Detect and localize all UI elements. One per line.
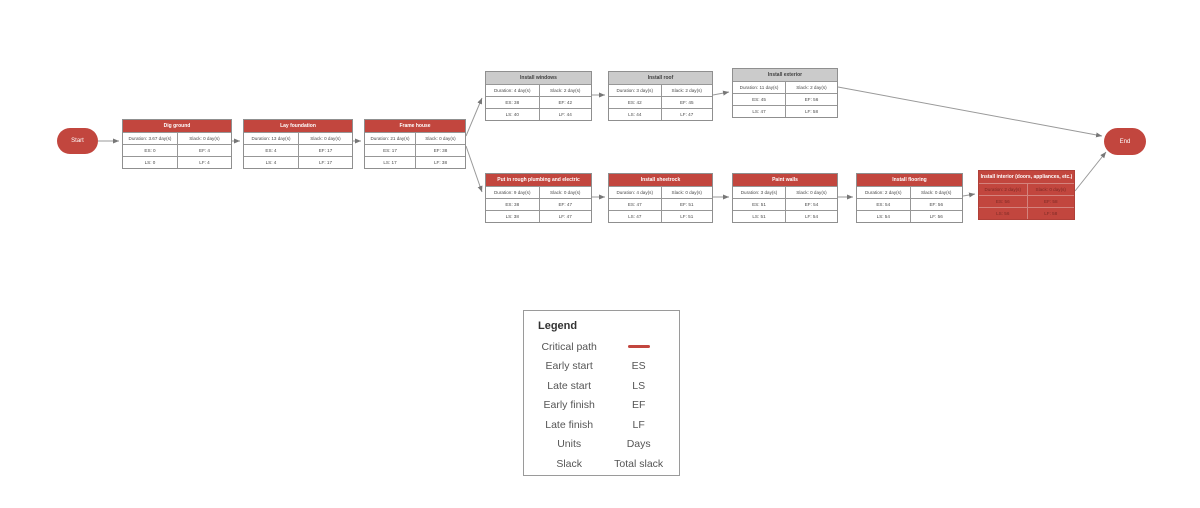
task-title: Install sheetrock — [609, 174, 712, 186]
task-ls-cell: LS: 17 — [365, 156, 415, 168]
task-lf-cell: LF: 4 — [177, 156, 231, 168]
critical-path-swatch — [628, 345, 650, 348]
task-ef-cell: EF: 4 — [177, 144, 231, 156]
legend-value: LS — [632, 379, 646, 392]
task-node-dig-ground[interactable] — [122, 119, 232, 169]
task-lf-cell: LF: 58 — [785, 105, 837, 117]
task-title: Frame house — [365, 120, 465, 132]
task-lf-cell: LF: 54 — [785, 210, 837, 222]
legend-value: Days — [626, 438, 651, 451]
task-ef-cell: EF: 51 — [661, 198, 713, 210]
legend-row — [532, 357, 671, 377]
task-slack-cell: Slack: 2 day(s) — [539, 84, 592, 96]
legend-value: LF — [632, 418, 645, 431]
task-grid — [365, 132, 465, 168]
task-duration-cell: Duration: 21 day(s) — [365, 132, 415, 144]
task-lf-cell: LF: 44 — [539, 108, 592, 120]
task-title: Paint walls — [733, 174, 837, 186]
task-ef-cell: EF: 56 — [910, 198, 963, 210]
task-slack-cell: Slack: 0 day(s) — [910, 186, 963, 198]
legend-title: Legend — [538, 320, 578, 332]
task-duration-cell: Duration: 3 day(s) — [609, 84, 661, 96]
task-lf-cell: LF: 58 — [1027, 207, 1075, 219]
task-title: Install exterior — [733, 69, 837, 81]
task-duration-cell: Duration: 3.67 day(s) — [123, 132, 177, 144]
task-node-paint-walls[interactable] — [732, 173, 838, 223]
task-node-install-flooring[interactable] — [856, 173, 963, 223]
task-ls-cell: LS: 51 — [733, 210, 785, 222]
task-lf-cell: LF: 17 — [298, 156, 352, 168]
legend-value: ES — [631, 360, 646, 373]
task-node-lay-foundation[interactable] — [243, 119, 353, 169]
task-node-rough-plumbing-electric[interactable] — [485, 173, 592, 223]
task-duration-cell: Duration: 4 day(s) — [486, 84, 539, 96]
task-es-cell: ES: 45 — [733, 93, 785, 105]
connector-arrow[interactable] — [713, 92, 729, 95]
task-lf-cell: LF: 47 — [539, 210, 592, 222]
task-grid — [486, 186, 591, 222]
task-node-frame-house[interactable] — [364, 119, 466, 169]
task-duration-cell: Duration: 4 day(s) — [609, 186, 661, 198]
task-grid — [486, 84, 591, 120]
task-slack-cell: Slack: 0 day(s) — [177, 132, 231, 144]
legend-value: Total slack — [614, 457, 664, 470]
task-ls-cell: LS: 44 — [609, 108, 661, 120]
task-slack-cell: Slack: 0 day(s) — [661, 186, 713, 198]
task-grid — [733, 186, 837, 222]
legend-row — [532, 415, 671, 435]
task-ef-cell: EF: 56 — [785, 93, 837, 105]
task-es-cell: ES: 47 — [609, 198, 661, 210]
connector-arrow[interactable] — [838, 87, 1102, 136]
task-es-cell: ES: 42 — [609, 96, 661, 108]
task-title: Install windows — [486, 72, 591, 84]
legend-label: Critical path — [541, 340, 597, 353]
task-slack-cell: Slack: 0 day(s) — [1027, 183, 1075, 195]
task-title: Put in rough plumbing and electric — [486, 174, 591, 186]
task-ef-cell: EF: 58 — [1027, 195, 1075, 207]
task-duration-cell: Duration: 2 day(s) — [857, 186, 910, 198]
task-ls-cell: LS: 47 — [609, 210, 661, 222]
task-ls-cell: LS: 0 — [123, 156, 177, 168]
task-node-install-interior[interactable] — [978, 170, 1075, 220]
task-duration-cell: Duration: 13 day(s) — [244, 132, 298, 144]
legend-label: Slack — [556, 457, 583, 470]
task-title: Install interior (doors, appliances, etc.) — [979, 171, 1074, 183]
end-node[interactable]: End — [1104, 128, 1146, 155]
legend-label: Late finish — [545, 418, 594, 431]
task-grid — [609, 186, 712, 222]
legend-box[interactable] — [523, 310, 680, 476]
legend-row — [532, 396, 671, 416]
task-grid — [857, 186, 962, 222]
legend-row — [532, 337, 671, 357]
task-duration-cell: Duration: 9 day(s) — [486, 186, 539, 198]
legend-label: Units — [557, 438, 582, 451]
task-ls-cell: LS: 47 — [733, 105, 785, 117]
task-grid — [733, 81, 837, 117]
task-node-install-roof[interactable] — [608, 71, 713, 121]
task-grid — [979, 183, 1074, 219]
task-title: Dig ground — [123, 120, 231, 132]
task-node-install-exterior[interactable] — [732, 68, 838, 118]
task-grid — [244, 132, 352, 168]
task-grid — [123, 132, 231, 168]
task-duration-cell: Duration: 2 day(s) — [979, 183, 1027, 195]
task-ls-cell: LS: 54 — [857, 210, 910, 222]
task-es-cell: ES: 4 — [244, 144, 298, 156]
task-ef-cell: EF: 47 — [539, 198, 592, 210]
legend-row — [532, 376, 671, 396]
task-slack-cell: Slack: 0 day(s) — [785, 186, 837, 198]
connector-arrow[interactable] — [1075, 152, 1106, 191]
task-slack-cell: Slack: 2 day(s) — [661, 84, 713, 96]
connector-arrow[interactable] — [963, 194, 975, 196]
legend-swatch-cell — [606, 341, 671, 353]
task-ef-cell: EF: 42 — [539, 96, 592, 108]
task-title: Lay foundation — [244, 120, 352, 132]
task-grid — [609, 84, 712, 120]
legend-label: Early start — [545, 360, 593, 373]
task-ls-cell: LS: 4 — [244, 156, 298, 168]
task-ef-cell: EF: 45 — [661, 96, 713, 108]
task-duration-cell: Duration: 11 day(s) — [733, 81, 785, 93]
task-ef-cell: EF: 54 — [785, 198, 837, 210]
task-lf-cell: LF: 38 — [415, 156, 465, 168]
connector-arrow[interactable] — [466, 98, 482, 136]
task-es-cell: ES: 51 — [733, 198, 785, 210]
task-es-cell: ES: 38 — [486, 198, 539, 210]
task-es-cell: ES: 17 — [365, 144, 415, 156]
legend-rows — [532, 337, 671, 474]
task-node-install-windows[interactable] — [485, 71, 592, 121]
task-ef-cell: EF: 38 — [415, 144, 465, 156]
task-es-cell: ES: 54 — [857, 198, 910, 210]
task-title: Install flooring — [857, 174, 962, 186]
legend-label: Late start — [547, 379, 592, 392]
task-lf-cell: LF: 47 — [661, 108, 713, 120]
task-node-install-sheetrock[interactable] — [608, 173, 713, 223]
task-ls-cell: LS: 56 — [979, 207, 1027, 219]
task-slack-cell: Slack: 0 day(s) — [298, 132, 352, 144]
task-ls-cell: LS: 40 — [486, 108, 539, 120]
start-node[interactable]: Start — [57, 128, 98, 154]
task-lf-cell: LF: 51 — [661, 210, 713, 222]
legend-row — [532, 435, 671, 455]
legend-value: EF — [631, 399, 646, 412]
task-slack-cell: Slack: 2 day(s) — [785, 81, 837, 93]
connector-arrow[interactable] — [466, 146, 482, 192]
task-title: Install roof — [609, 72, 712, 84]
legend-row — [532, 454, 671, 474]
legend-label: Early finish — [543, 399, 595, 412]
task-ef-cell: EF: 17 — [298, 144, 352, 156]
task-slack-cell: Slack: 0 day(s) — [415, 132, 465, 144]
task-es-cell: ES: 56 — [979, 195, 1027, 207]
task-slack-cell: Slack: 0 day(s) — [539, 186, 592, 198]
task-es-cell: ES: 38 — [486, 96, 539, 108]
task-es-cell: ES: 0 — [123, 144, 177, 156]
task-ls-cell: LS: 38 — [486, 210, 539, 222]
task-lf-cell: LF: 56 — [910, 210, 963, 222]
task-duration-cell: Duration: 3 day(s) — [733, 186, 785, 198]
